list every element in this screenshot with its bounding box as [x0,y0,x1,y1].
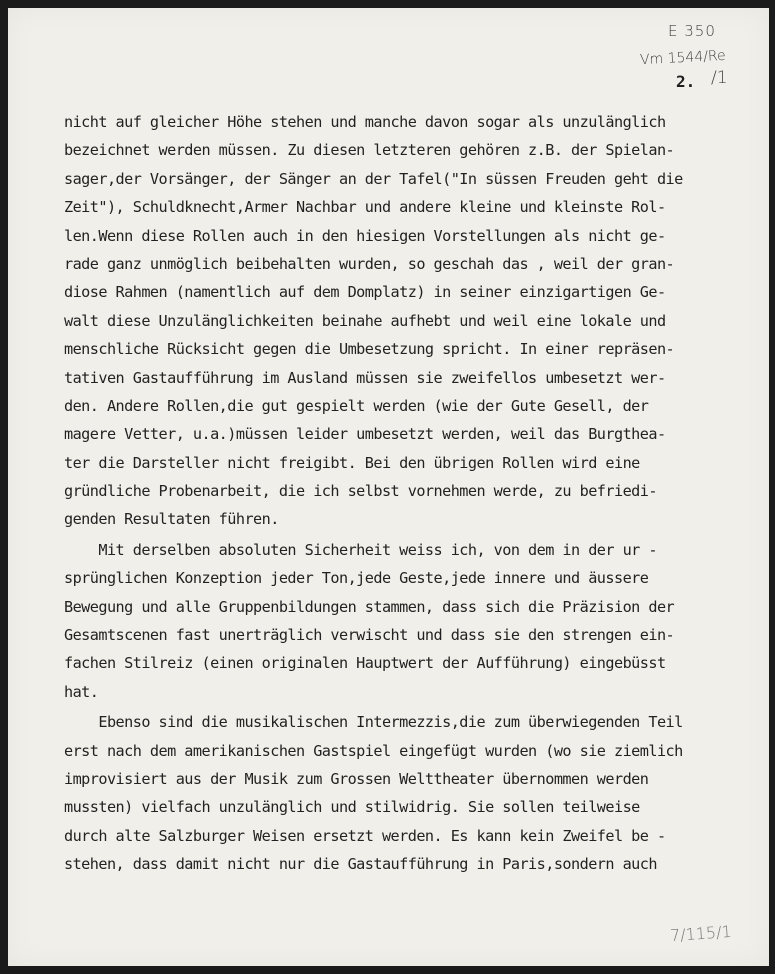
text-line: tativen Gastaufführung im Ausland müssen sie zweifellos umbesetzt wer- [64,368,666,387]
archive-reference-annotation: Vm 1544/Re [639,47,727,69]
text-line: walt diese Unzulänglichkeiten beinahe aufhebt und weil eine lokale und [64,311,666,330]
text-line: erst nach dem amerikanischen Gastspiel eingefügt wurden (wo sie ziemlich [64,741,683,760]
paragraph-1 [64,108,754,534]
text-line: hat. [64,682,99,701]
paragraph-3 [64,708,754,878]
typewritten-body [64,108,754,879]
text-line: len.Wenn diese Rollen auch in den hiesigen Vorstellungen als nicht ge- [64,226,666,245]
text-line: fachen Stilreiz (einen originalen Hauptwert der Aufführung) eingebüsst [64,654,666,673]
text-line: mussten) vielfach unzulänglich und stilwidrig. Sie sollen teilweise [64,798,640,817]
text-line: durch alte Salzburger Weisen ersetzt werden. Es kann kein Zweifel be - [64,826,666,845]
archive-code-annotation: E 350 [668,22,716,40]
page-number: 2. [676,72,696,91]
text-line: improvisiert aus der Musik zum Grossen Welttheater übernommen werden [64,769,649,788]
text-line: menschliche Rücksicht gegen die Umbesetzung spricht. In einer repräsen- [64,340,675,359]
text-line: Mit derselben absoluten Sicherheit weiss ich, von dem in der ur - [64,540,657,559]
text-line: bezeichnet werden müssen. Zu diesen letzteren gehören z.B. der Spielan- [64,141,675,160]
text-line: ter die Darsteller nicht freigibt. Bei den übrigen Rollen wird eine [64,453,640,472]
text-line: den. Andere Rollen,die gut gespielt werden (wie der Gute Gesell, der [64,396,649,415]
folio-annotation: /1 [711,68,728,88]
text-line: Zeit"), Schuldknecht,Armer Nachbar und andere kleine und kleinste Rol- [64,198,666,217]
text-line: sprünglichen Konzeption jeder Ton,jede Geste,jede innere und äussere [64,569,649,588]
text-line: Gesamtscenen fast unerträglich verwischt und dass sie den strengen ein- [64,626,675,645]
document-number-annotation: 7/115/1 [669,921,733,946]
text-line: Bewegung und alle Gruppenbildungen stammen, dass sich die Präzision der [64,597,675,616]
text-line: sager,der Vorsänger, der Sänger an der Tafel("In süssen Freuden geht die [64,169,683,188]
paragraph-2 [64,536,754,706]
text-line: diose Rahmen (namentlich auf dem Domplatz) in seiner einzigartigen Ge- [64,283,666,302]
text-line: Ebenso sind die musikalischen Intermezzis,die zum überwiegenden Teil [64,713,683,732]
text-line: nicht auf gleicher Höhe stehen und manche davon sogar als unzulänglich [64,113,666,131]
document-page [8,8,769,966]
text-line: stehen, dass damit nicht nur die Gastaufführung in Paris,sondern auch [64,855,657,874]
text-line: genden Resultaten führen. [64,510,279,529]
text-line: magere Vetter, u.a.)müssen leider umbesetzt werden, weil das Burgthea- [64,425,666,444]
text-line: rade ganz unmöglich beibehalten wurden, so geschah das , weil der gran- [64,254,675,273]
text-line: gründliche Probenarbeit, die ich selbst vornehmen werde, zu befriedi- [64,482,657,501]
